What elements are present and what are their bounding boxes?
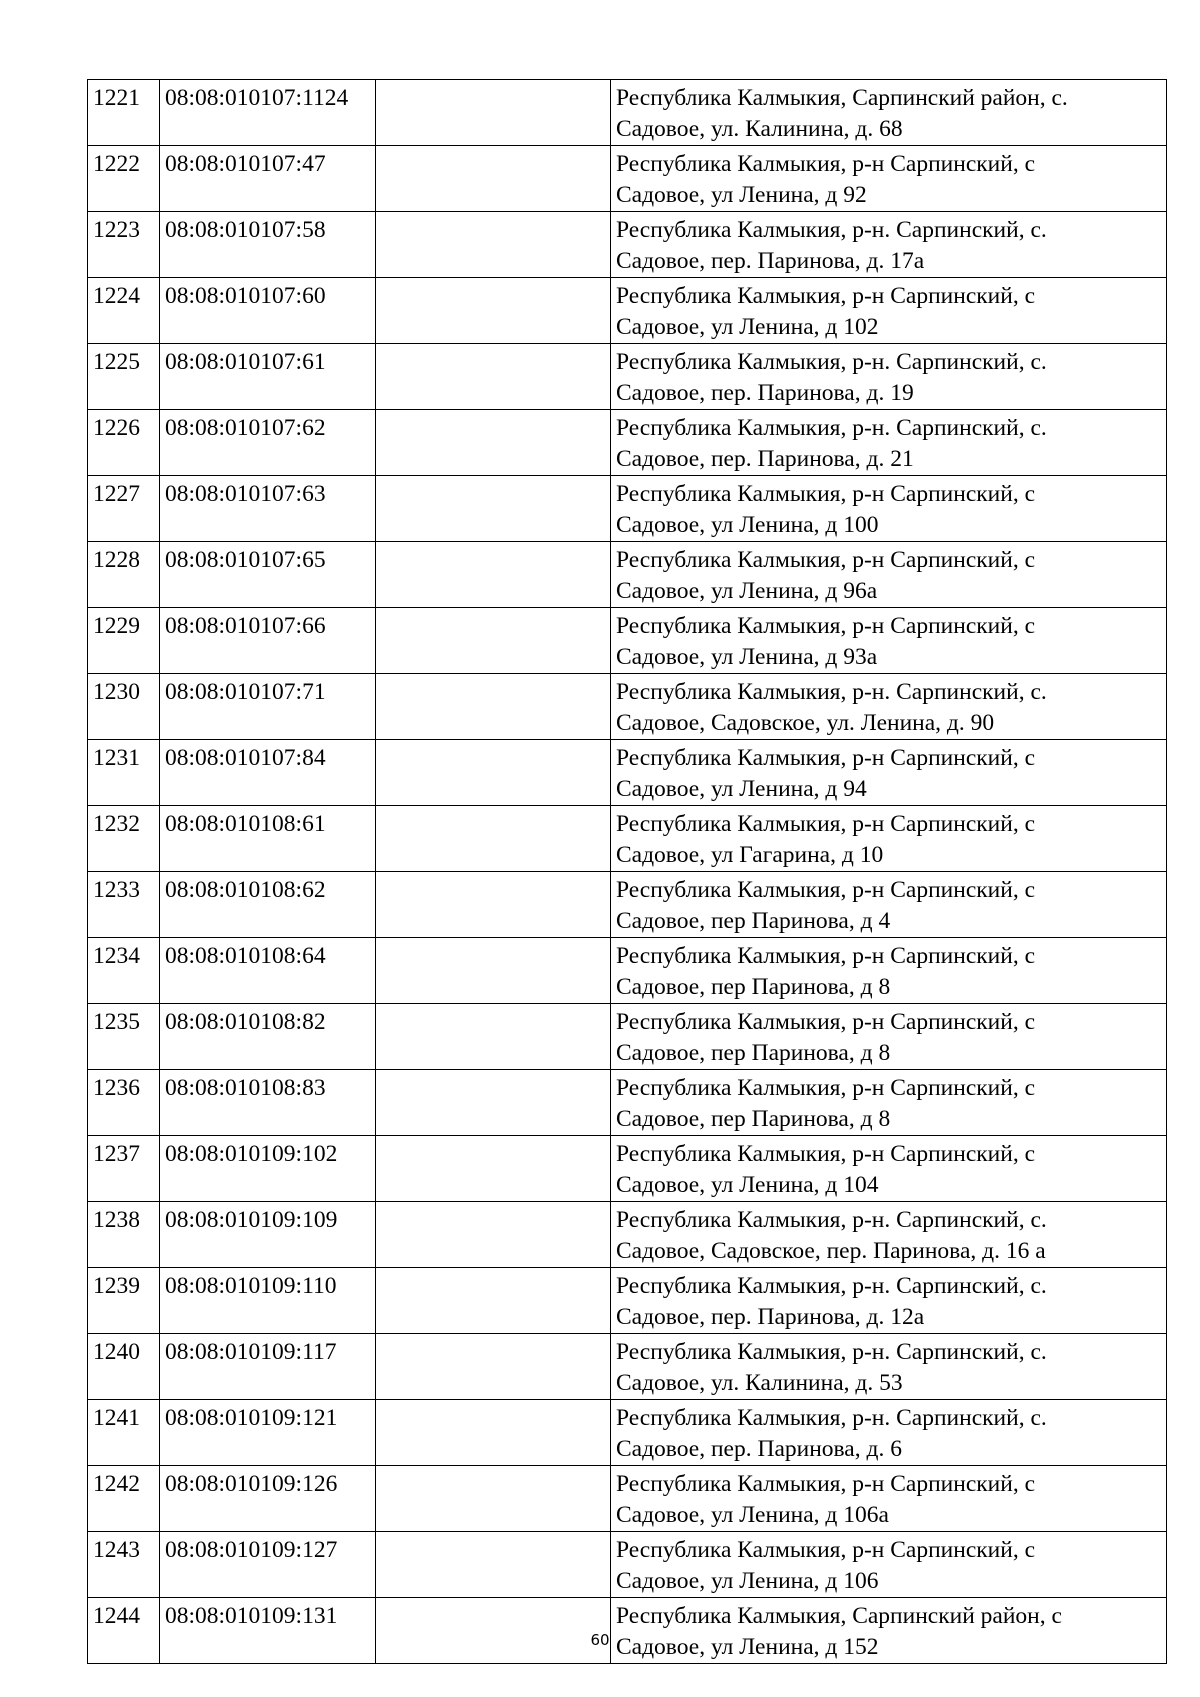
address-cell: Республика Калмыкия, р-н Сарпинский, с Садовое, ул Ленина, д 93а bbox=[611, 608, 1167, 674]
empty-cell bbox=[376, 410, 611, 476]
row-number-cell: 1229 bbox=[88, 608, 160, 674]
cadastral-number-cell: 08:08:010108:82 bbox=[160, 1004, 376, 1070]
address-cell: Республика Калмыкия, р-н. Сарпинский, с. Садовое, пер. Паринова, д. 6 bbox=[611, 1400, 1167, 1466]
row-number-cell: 1222 bbox=[88, 146, 160, 212]
table-row bbox=[88, 1334, 1167, 1400]
address-cell: Республика Калмыкия, р-н Сарпинский, с Садовое, ул Ленина, д 102 bbox=[611, 278, 1167, 344]
empty-cell bbox=[376, 1466, 611, 1532]
cadastral-number-cell: 08:08:010107:61 bbox=[160, 344, 376, 410]
empty-cell bbox=[376, 608, 611, 674]
row-number-cell: 1233 bbox=[88, 872, 160, 938]
address-cell: Республика Калмыкия, р-н. Сарпинский, с. Садовое, пер. Паринова, д. 17а bbox=[611, 212, 1167, 278]
empty-cell bbox=[376, 278, 611, 344]
empty-cell bbox=[376, 674, 611, 740]
address-cell: Республика Калмыкия, р-н. Сарпинский, с. Садовое, пер. Паринова, д. 19 bbox=[611, 344, 1167, 410]
empty-cell bbox=[376, 1004, 611, 1070]
cadastral-number-cell: 08:08:010108:62 bbox=[160, 872, 376, 938]
empty-cell bbox=[376, 344, 611, 410]
address-cell: Республика Калмыкия, р-н Сарпинский, с Садовое, пер Паринова, д 8 bbox=[611, 1070, 1167, 1136]
cadastral-number-cell: 08:08:010107:65 bbox=[160, 542, 376, 608]
cadastral-number-cell: 08:08:010107:60 bbox=[160, 278, 376, 344]
table-row bbox=[88, 938, 1167, 1004]
cadastral-number-cell: 08:08:010107:58 bbox=[160, 212, 376, 278]
address-cell: Республика Калмыкия, р-н. Сарпинский, с. Садовое, пер. Паринова, д. 21 bbox=[611, 410, 1167, 476]
table-row bbox=[88, 344, 1167, 410]
empty-cell bbox=[376, 476, 611, 542]
address-cell: Республика Калмыкия, р-н. Сарпинский, с. Садовое, Садовское, пер. Паринова, д. 16 а bbox=[611, 1202, 1167, 1268]
table-row bbox=[88, 1400, 1167, 1466]
empty-cell bbox=[376, 1202, 611, 1268]
table-row bbox=[88, 476, 1167, 542]
land-registry-table bbox=[87, 79, 1167, 1664]
empty-cell bbox=[376, 80, 611, 146]
table-row bbox=[88, 212, 1167, 278]
table-row bbox=[88, 608, 1167, 674]
empty-cell bbox=[376, 1070, 611, 1136]
address-cell: Республика Калмыкия, р-н Сарпинский, с Садовое, ул Ленина, д 94 bbox=[611, 740, 1167, 806]
table-row bbox=[88, 410, 1167, 476]
row-number-cell: 1237 bbox=[88, 1136, 160, 1202]
row-number-cell: 1221 bbox=[88, 80, 160, 146]
row-number-cell: 1228 bbox=[88, 542, 160, 608]
row-number-cell: 1227 bbox=[88, 476, 160, 542]
empty-cell bbox=[376, 1334, 611, 1400]
empty-cell bbox=[376, 1400, 611, 1466]
cadastral-number-cell: 08:08:010109:110 bbox=[160, 1268, 376, 1334]
table-row bbox=[88, 1136, 1167, 1202]
row-number-cell: 1242 bbox=[88, 1466, 160, 1532]
table-row bbox=[88, 80, 1167, 146]
empty-cell bbox=[376, 806, 611, 872]
cadastral-number-cell: 08:08:010107:47 bbox=[160, 146, 376, 212]
row-number-cell: 1234 bbox=[88, 938, 160, 1004]
empty-cell bbox=[376, 740, 611, 806]
table-row bbox=[88, 674, 1167, 740]
row-number-cell: 1230 bbox=[88, 674, 160, 740]
address-cell: Республика Калмыкия, р-н. Сарпинский, с. Садовое, пер. Паринова, д. 12а bbox=[611, 1268, 1167, 1334]
table-row bbox=[88, 1070, 1167, 1136]
table-row bbox=[88, 146, 1167, 212]
row-number-cell: 1224 bbox=[88, 278, 160, 344]
cadastral-number-cell: 08:08:010109:117 bbox=[160, 1334, 376, 1400]
cadastral-number-cell: 08:08:010107:1124 bbox=[160, 80, 376, 146]
address-cell: Республика Калмыкия, р-н Сарпинский, с Садовое, ул Ленина, д 96а bbox=[611, 542, 1167, 608]
page-number: 60 bbox=[590, 1631, 610, 1649]
address-cell: Республика Калмыкия, р-н Сарпинский, с Садовое, ул Ленина, д 106 bbox=[611, 1532, 1167, 1598]
address-cell: Республика Калмыкия, Сарпинский район, с. Садовое, ул. Калинина, д. 68 bbox=[611, 80, 1167, 146]
row-number-cell: 1231 bbox=[88, 740, 160, 806]
address-cell: Республика Калмыкия, р-н. Сарпинский, с. Садовое, ул. Калинина, д. 53 bbox=[611, 1334, 1167, 1400]
table-row bbox=[88, 1532, 1167, 1598]
row-number-cell: 1235 bbox=[88, 1004, 160, 1070]
table-row bbox=[88, 1268, 1167, 1334]
cadastral-number-cell: 08:08:010107:63 bbox=[160, 476, 376, 542]
row-number-cell: 1238 bbox=[88, 1202, 160, 1268]
table-row bbox=[88, 872, 1167, 938]
address-cell: Республика Калмыкия, р-н Сарпинский, с Садовое, ул Ленина, д 92 bbox=[611, 146, 1167, 212]
cadastral-number-cell: 08:08:010109:131 bbox=[160, 1598, 376, 1664]
cadastral-number-cell: 08:08:010107:71 bbox=[160, 674, 376, 740]
address-cell: Республика Калмыкия, р-н Сарпинский, с Садовое, ул Ленина, д 100 bbox=[611, 476, 1167, 542]
empty-cell bbox=[376, 1268, 611, 1334]
empty-cell bbox=[376, 938, 611, 1004]
cadastral-number-cell: 08:08:010109:102 bbox=[160, 1136, 376, 1202]
table-row bbox=[88, 278, 1167, 344]
row-number-cell: 1243 bbox=[88, 1532, 160, 1598]
table-row bbox=[88, 1202, 1167, 1268]
address-cell: Республика Калмыкия, р-н Сарпинский, с Садовое, пер Паринова, д 8 bbox=[611, 938, 1167, 1004]
row-number-cell: 1223 bbox=[88, 212, 160, 278]
table-row bbox=[88, 1004, 1167, 1070]
cadastral-number-cell: 08:08:010107:62 bbox=[160, 410, 376, 476]
address-cell: Республика Калмыкия, р-н Сарпинский, с Садовое, ул Ленина, д 106а bbox=[611, 1466, 1167, 1532]
row-number-cell: 1244 bbox=[88, 1598, 160, 1664]
table-row bbox=[88, 542, 1167, 608]
row-number-cell: 1239 bbox=[88, 1268, 160, 1334]
address-cell: Республика Калмыкия, р-н Сарпинский, с Садовое, пер Паринова, д 4 bbox=[611, 872, 1167, 938]
empty-cell bbox=[376, 1136, 611, 1202]
empty-cell bbox=[376, 872, 611, 938]
cadastral-number-cell: 08:08:010108:61 bbox=[160, 806, 376, 872]
cadastral-number-cell: 08:08:010109:127 bbox=[160, 1532, 376, 1598]
table-row bbox=[88, 1466, 1167, 1532]
cadastral-number-cell: 08:08:010108:83 bbox=[160, 1070, 376, 1136]
cadastral-number-cell: 08:08:010109:126 bbox=[160, 1466, 376, 1532]
row-number-cell: 1226 bbox=[88, 410, 160, 476]
address-cell: Республика Калмыкия, р-н Сарпинский, с Садовое, ул Гагарина, д 10 bbox=[611, 806, 1167, 872]
empty-cell bbox=[376, 542, 611, 608]
address-cell: Республика Калмыкия, Сарпинский район, с Садовое, ул Ленина, д 152 bbox=[611, 1598, 1167, 1664]
empty-cell bbox=[376, 146, 611, 212]
table-row bbox=[88, 806, 1167, 872]
cadastral-number-cell: 08:08:010108:64 bbox=[160, 938, 376, 1004]
address-cell: Республика Калмыкия, р-н Сарпинский, с Садовое, пер Паринова, д 8 bbox=[611, 1004, 1167, 1070]
cadastral-number-cell: 08:08:010109:109 bbox=[160, 1202, 376, 1268]
row-number-cell: 1241 bbox=[88, 1400, 160, 1466]
address-cell: Республика Калмыкия, р-н. Сарпинский, с. Садовое, Садовское, ул. Ленина, д. 90 bbox=[611, 674, 1167, 740]
address-cell: Республика Калмыкия, р-н Сарпинский, с Садовое, ул Ленина, д 104 bbox=[611, 1136, 1167, 1202]
row-number-cell: 1240 bbox=[88, 1334, 160, 1400]
empty-cell bbox=[376, 212, 611, 278]
row-number-cell: 1236 bbox=[88, 1070, 160, 1136]
cadastral-number-cell: 08:08:010109:121 bbox=[160, 1400, 376, 1466]
row-number-cell: 1232 bbox=[88, 806, 160, 872]
cadastral-number-cell: 08:08:010107:66 bbox=[160, 608, 376, 674]
empty-cell bbox=[376, 1532, 611, 1598]
row-number-cell: 1225 bbox=[88, 344, 160, 410]
table-row bbox=[88, 740, 1167, 806]
cadastral-number-cell: 08:08:010107:84 bbox=[160, 740, 376, 806]
registry-table-body bbox=[88, 80, 1167, 1664]
